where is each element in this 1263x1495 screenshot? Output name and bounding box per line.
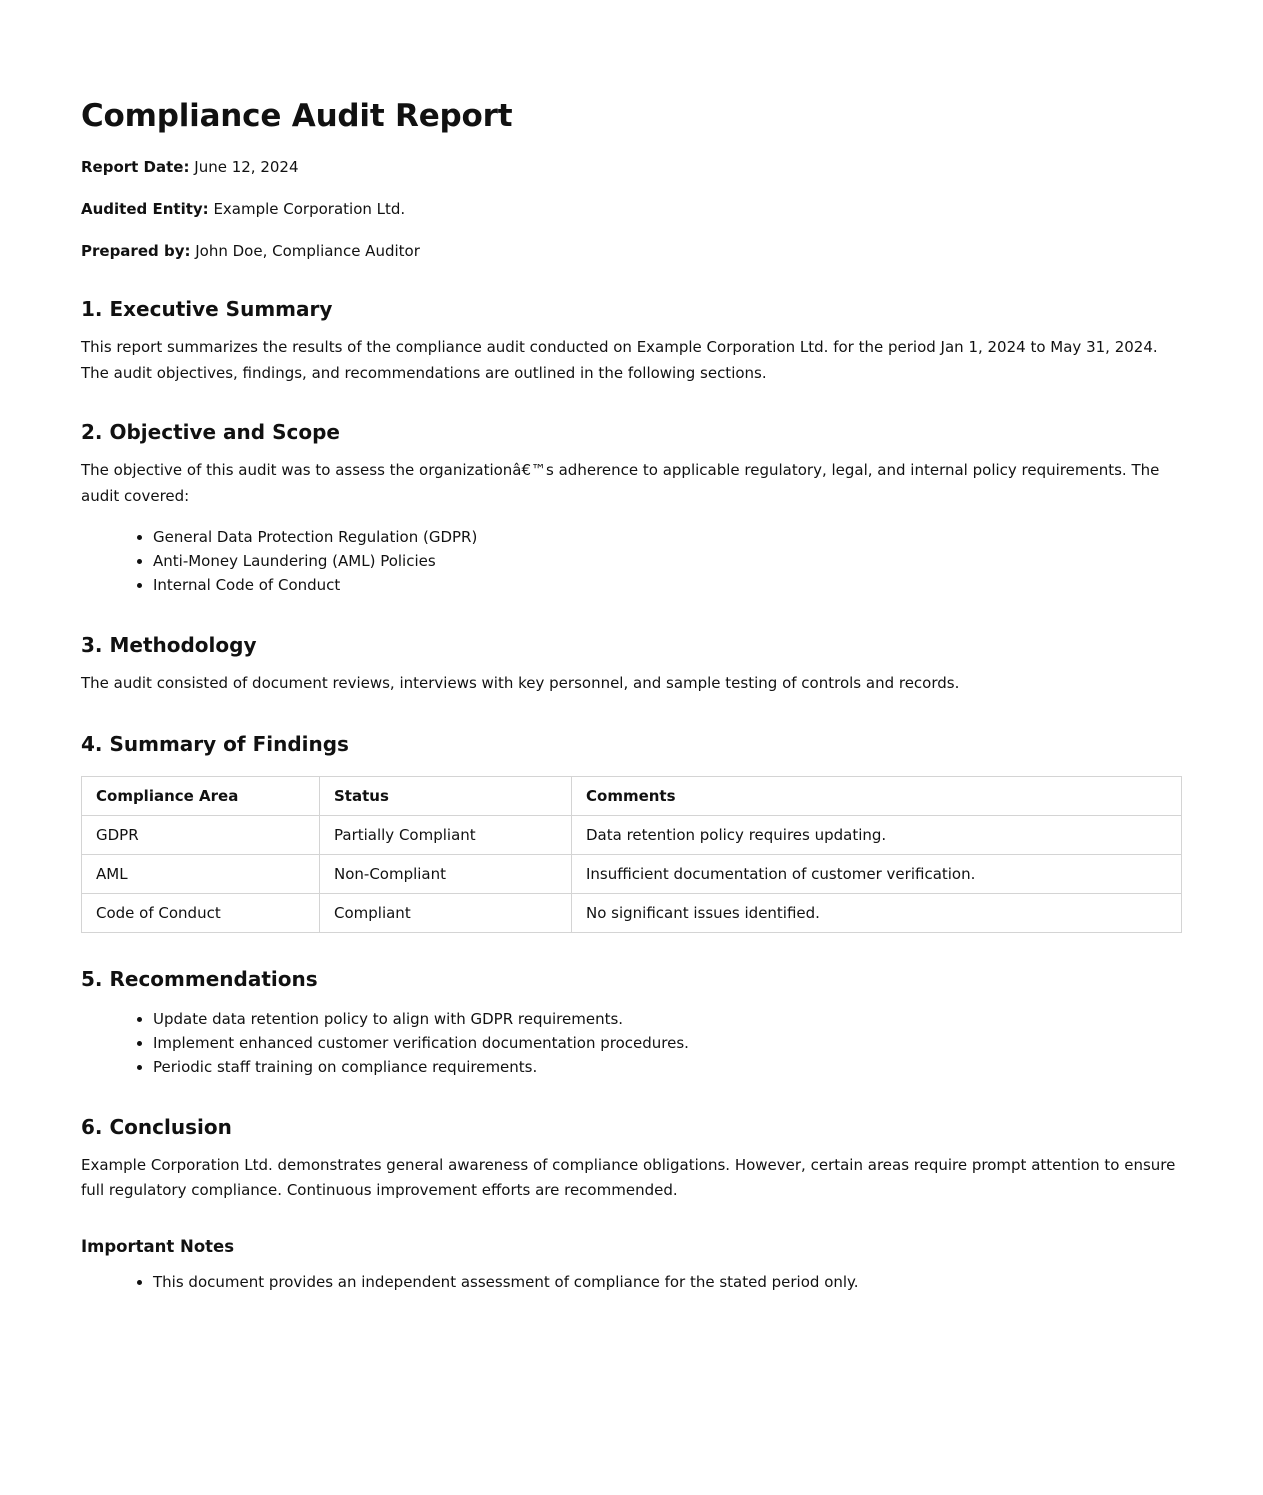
list-item: • Update data retention policy to align with GDPR requirements. <box>153 1007 1182 1031</box>
findings-heading: 4. Summary of Findings <box>81 731 349 756</box>
audited-entity-value: Example Corporation Ltd. <box>213 200 406 218</box>
conclusion-heading: 6. Conclusion <box>81 1114 232 1139</box>
table-cell: Partially Compliant <box>320 815 572 854</box>
audited-entity-label: Audited Entity: <box>81 200 209 218</box>
table-cell: No significant issues identified. <box>572 893 1182 932</box>
prepared-by <box>81 240 1182 262</box>
notes-list <box>81 1270 1182 1294</box>
table-cell: Non-Compliant <box>320 854 572 893</box>
objective-text: The objective of this audit was to assess the organizationâ€™s adherence to applicable regulatory, legal, and internal policy requirements. The audit covered: <box>81 461 1160 505</box>
methodology-heading: 3. Methodology <box>81 633 257 657</box>
conclusion-text: Example Corporation Ltd. demonstrates general awareness of compliance obligations. However, certain areas require prompt attention to ensure full regulatory compliance. Continuous improvement efforts are recommended. <box>81 1155 1176 1199</box>
recommendations-list <box>81 1007 1182 1079</box>
list-item: • General Data Protection Regulation (GDPR) <box>153 525 1182 549</box>
list-item: • Anti-Money Laundering (AML) Policies <box>153 549 1182 573</box>
list-item: • This document provides an independent assessment of compliance for the stated period only. <box>153 1270 1182 1294</box>
list-item: • Periodic staff training on compliance requirements. <box>153 1055 1182 1079</box>
list-item: • Internal Code of Conduct <box>153 573 1182 597</box>
table-cell: Data retention policy requires updating. <box>572 815 1182 854</box>
page-title: Compliance Audit Report <box>81 98 513 134</box>
prepared-by-label: Prepared by: <box>81 242 191 260</box>
table-cell: Compliant <box>320 893 572 932</box>
column-header: Comments <box>572 776 1182 815</box>
recommendations-heading: 5. Recommendations <box>81 966 318 991</box>
report-date-value: June 12, 2024 <box>194 158 299 176</box>
prepared-by-value: John Doe, Compliance Auditor <box>195 242 420 260</box>
list-item: • Implement enhanced customer verification documentation procedures. <box>153 1031 1182 1055</box>
executive-summary-heading: 1. Executive Summary <box>81 297 333 321</box>
objective-heading: 2. Objective and Scope <box>81 420 340 444</box>
report-date-label: Report Date: <box>81 158 190 176</box>
table-cell: AML <box>82 854 320 893</box>
scope-list <box>81 525 1182 597</box>
table-header-row <box>82 776 1182 815</box>
report-date <box>81 156 1182 178</box>
audited-entity <box>81 198 1182 220</box>
column-header: Compliance Area <box>82 776 320 815</box>
table-row <box>82 893 1182 932</box>
table-row <box>82 815 1182 854</box>
methodology-text: The audit consisted of document reviews, interviews with key personnel, and sample testing of controls and records. <box>81 674 960 692</box>
table-cell: Insufficient documentation of customer verification. <box>572 854 1182 893</box>
table-row <box>82 854 1182 893</box>
table-cell: GDPR <box>82 815 320 854</box>
executive-summary-text: This report summarizes the results of the compliance audit conducted on Example Corporation Ltd. for the period Jan 1, 2024 to May 31, 2024. The audit objectives, findings, and recommendations are outlined in the following sections. <box>81 338 1158 382</box>
notes-heading: Important Notes <box>81 1236 235 1256</box>
table-cell: Code of Conduct <box>82 893 320 932</box>
findings-table <box>81 776 1182 933</box>
column-header: Status <box>320 776 572 815</box>
